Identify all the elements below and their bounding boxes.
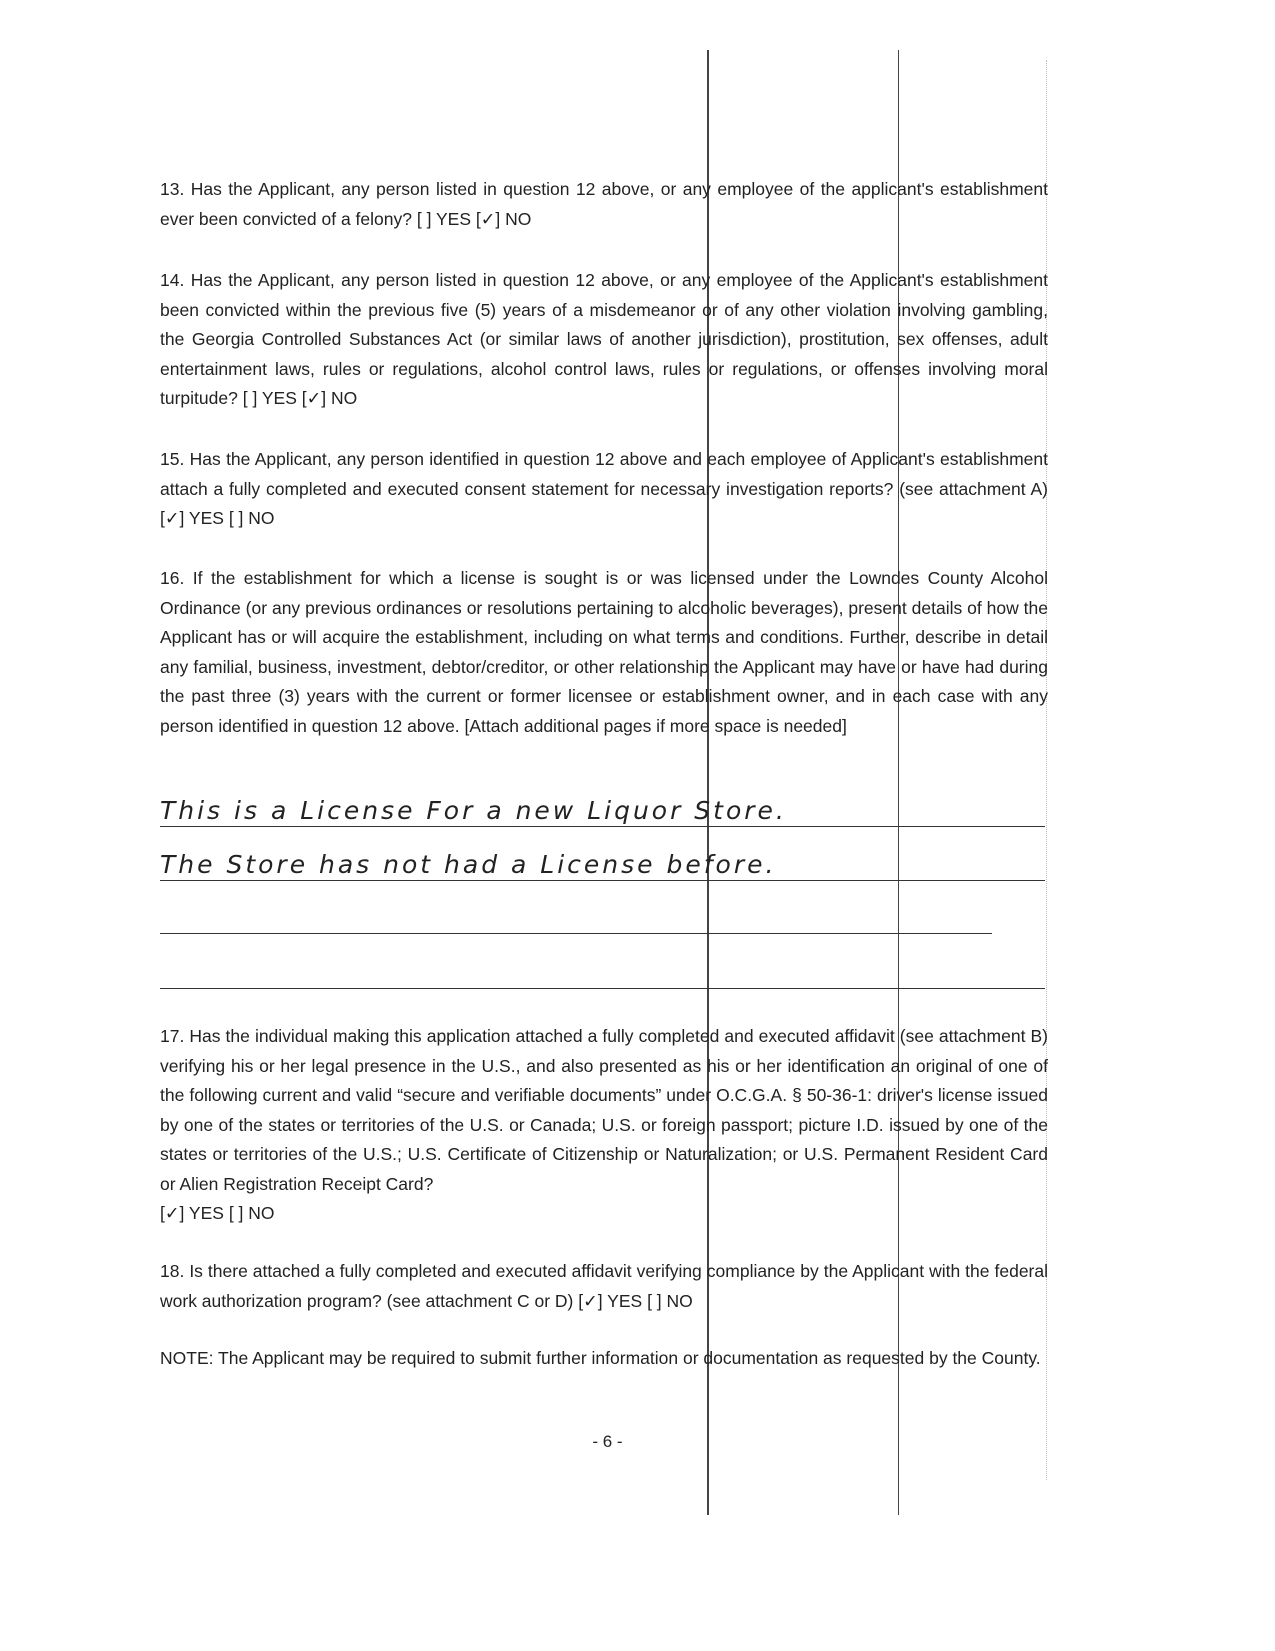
no-checkbox[interactable]: [ ] NO [647, 1290, 693, 1311]
yes-checkbox[interactable]: [✓] YES [160, 1203, 224, 1223]
answer-line [160, 880, 1045, 881]
yes-checkbox[interactable]: [✓] YES [578, 1290, 643, 1311]
answer-line[interactable] [160, 988, 1045, 989]
question-text: 14. Has the Applicant, any person listed in question 12 above, or any employee of the Applicant's establishment been convicted within the previous five (5) years of a misdemeanor or of any other violation involving gambling, the Georgia Controlled Substances Act (or similar laws of another jurisdiction), prostitution, sex offenses, adult entertainment laws, rules or regulations, alcohol control laws, rules or regulations, or offenses involving moral turpitude? [160, 270, 1048, 408]
no-checkbox[interactable]: [✓] NO [475, 208, 532, 229]
question-17 [160, 1022, 1048, 1229]
no-checkbox[interactable]: [ ] NO [228, 508, 275, 528]
no-checkbox[interactable]: [✓] NO [301, 388, 358, 408]
yes-checkbox[interactable]: [ ] YES [416, 208, 472, 229]
note: NOTE: The Applicant may be required to submit further information or documentation as requested by the County. [160, 1348, 1041, 1368]
question-13 [160, 175, 1048, 234]
answer-line[interactable] [160, 933, 992, 934]
question-15 [160, 445, 1048, 534]
question-text: 15. Has the Applicant, any person identified in question 12 above and each employee of Applicant's establishment attach a fully completed and executed consent statement for necessary investigation reports? (see attachment A) [160, 449, 1048, 499]
question-14 [160, 266, 1048, 414]
question-text: 18. Is there attached a fully completed and executed affidavit verifying compliance by the Applicant with the federal work authorization program? (see attachment C or D) [160, 1261, 1048, 1311]
no-checkbox[interactable]: [ ] NO [228, 1203, 275, 1223]
yes-checkbox[interactable]: [ ] YES [242, 388, 297, 408]
question-18 [160, 1257, 1048, 1316]
question-text: 17. Has the individual making this application attached a fully completed and executed affidavit (see attachment B) verifying his or her legal presence in the U.S., and also presented as his or her identification an original of one of the following current and valid “secure and verifiable documents” under O.C.G.A. § 50-36-1: driver's license issued by one of the states or territories of the U.S. or Canada; U.S. or foreign passport; picture I.D. issued by one of the states or territories of the U.S.; U.S. Certificate of Citizenship or Naturalization; or U.S. Permanent Resident Card or Alien Registration Receipt Card? [160, 1026, 1048, 1194]
yes-checkbox[interactable]: [✓] YES [160, 508, 224, 528]
question-16 [160, 564, 1048, 741]
handwritten-answer-line-1[interactable]: This is a License For a new Liquor Store. [160, 796, 787, 825]
question-text: 13. Has the Applicant, any person listed in question 12 above, or any employee of the applicant's establishment ever been convicted of a felony? [160, 179, 1048, 229]
page-number: - 6 - [592, 1432, 623, 1451]
answer-line [160, 826, 1045, 827]
handwritten-answer-line-2[interactable]: The Store has not had a License before. [160, 850, 777, 879]
question-text: 16. If the establishment for which a license is sought is or was licensed under the Lowndes County Alcohol Ordinance (or any previous ordinances or resolutions pertaining to alcoholic beverages), present details of how the Applicant has or will acquire the establishment, including on what terms and conditions. Further, describe in detail any familial, business, investment, debtor/creditor, or other relationship the Applicant may have or have had during the past three (3) years with the current or former licensee or establishment owner, and in each case with any person identified in question 12 above. [Attach additional pages if more space is needed] [160, 568, 1048, 736]
